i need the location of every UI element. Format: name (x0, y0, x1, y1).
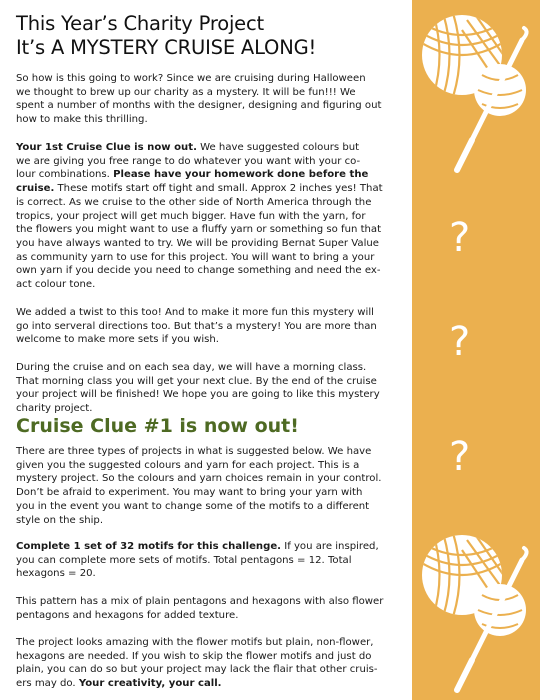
text-line: That morning class you will get your next clue. By the end of the cruise (16, 375, 377, 387)
text: lour combinations. (16, 169, 114, 181)
title-line-2: It’s A MYSTERY CRUISE ALONG! (16, 36, 317, 59)
text-line: how to make this thrilling. (16, 114, 148, 126)
yarn-ball-crochet-hook-icon (412, 0, 540, 180)
text-line: charity project. (16, 403, 93, 415)
text-line: you have always wanted to try. We will be providing Bernat Super Value (16, 237, 379, 249)
yarn-ball-crochet-hook-icon (412, 520, 540, 700)
pattern-paragraph (16, 595, 383, 622)
text-line: act colour tone. (16, 279, 96, 291)
page-title (16, 12, 412, 60)
text-line (16, 141, 383, 155)
text-line: the flowers you might want to use a fluffy yarn or something so fun that (16, 224, 382, 236)
title-line-1: This Year’s Charity Project (16, 12, 264, 35)
text-line: own yarn if you decide you need to change something and need the ex- (16, 265, 381, 277)
text: If you are inspired, (281, 541, 379, 552)
text-line: tropics, your project will get much bigger. Have fun with the yarn, for (16, 210, 366, 222)
text-line: hexagons = 20. (16, 568, 96, 580)
types-paragraph (16, 445, 381, 527)
text-line: welcome to make more sets if you wish. (16, 334, 220, 346)
text-line: During the cruise and on each sea day, we will have a morning class. (16, 362, 367, 373)
text-line: pentagons and hexagons for added texture. (16, 609, 239, 621)
bold-text: Complete 1 set of 32 motifs for this challenge. (16, 541, 282, 552)
bold-text: Your 1st Cruise Clue is now out. (16, 142, 197, 153)
clue-paragraph (16, 141, 383, 292)
section-heading: Cruise Clue #1 is now out! (16, 415, 299, 437)
text-line: The project looks amazing with the flower motifs but plain, non-flower, (16, 637, 374, 648)
class-paragraph (16, 361, 380, 416)
question-mark-icon: ? (449, 434, 471, 480)
text-line: plain, you can do so but your project may lack the flair that other cruis- (16, 664, 378, 676)
text-line: your project will be finished! We hope you are going to like this mystery (16, 389, 380, 401)
text-line: spent a number of months with the designer, designing and figuring out (16, 100, 382, 112)
bold-text: cruise. (16, 183, 55, 195)
text-line: we are giving you free range to do whatever you want with your co- (16, 155, 361, 167)
text-line: is correct. As we cruise to the other side of North America through the (16, 196, 372, 208)
text-line (16, 677, 378, 691)
text: ers may do. (16, 678, 79, 690)
text-line: go into serveral directions too. But that’s a mystery! You are more than (16, 320, 377, 332)
bold-text: Your creativity, your call. (78, 678, 222, 690)
text-line: you in the event you want to change some of the motifs to a different (16, 500, 370, 512)
text-line: There are three types of projects in what is suggested below. We have (16, 446, 372, 457)
text-line: This pattern has a mix of plain pentagons and hexagons with also flower (16, 596, 384, 607)
twist-paragraph (16, 306, 377, 347)
text-line: hexagons are needed. If you wish to skip the flower motifs and just do (16, 650, 372, 662)
text-line (16, 182, 383, 196)
text-line: given you the suggested colours and yarn for each project. This is a (16, 459, 360, 471)
text-line: So how is this going to work? Since we are cruising during Halloween (16, 73, 366, 84)
text-line: style on the ship. (16, 514, 104, 526)
intro-paragraph (16, 72, 381, 127)
text-line: mystery project. So the colours and yarn choices remain in your control. (16, 473, 382, 485)
text-line (16, 540, 379, 554)
final-paragraph (16, 636, 378, 691)
text-line: as community yarn to use for this project. You will want to bring a your (16, 251, 375, 263)
complete-paragraph (16, 540, 379, 581)
text-line (16, 168, 383, 182)
text-line: We added a twist to this too! And to make it more fun this mystery will (16, 307, 374, 318)
text: These motifs start off tight and small. Approx 2 inches yes! That (54, 183, 383, 195)
bold-text: Please have your homework done before the (113, 169, 369, 181)
text-line: we thought to brew up our charity as a mystery. It will be fun!!! We (16, 86, 356, 98)
text-line: you can complete more sets of motifs. Total pentagons = 12. Total (16, 554, 352, 566)
question-mark-icon: ? (449, 319, 471, 365)
text: We have suggested colours but (196, 142, 360, 153)
question-mark-icon: ? (449, 215, 471, 261)
decorative-sidebar (412, 0, 540, 700)
text-line: Don’t be afraid to experiment. You may want to bring your yarn with (16, 487, 363, 499)
